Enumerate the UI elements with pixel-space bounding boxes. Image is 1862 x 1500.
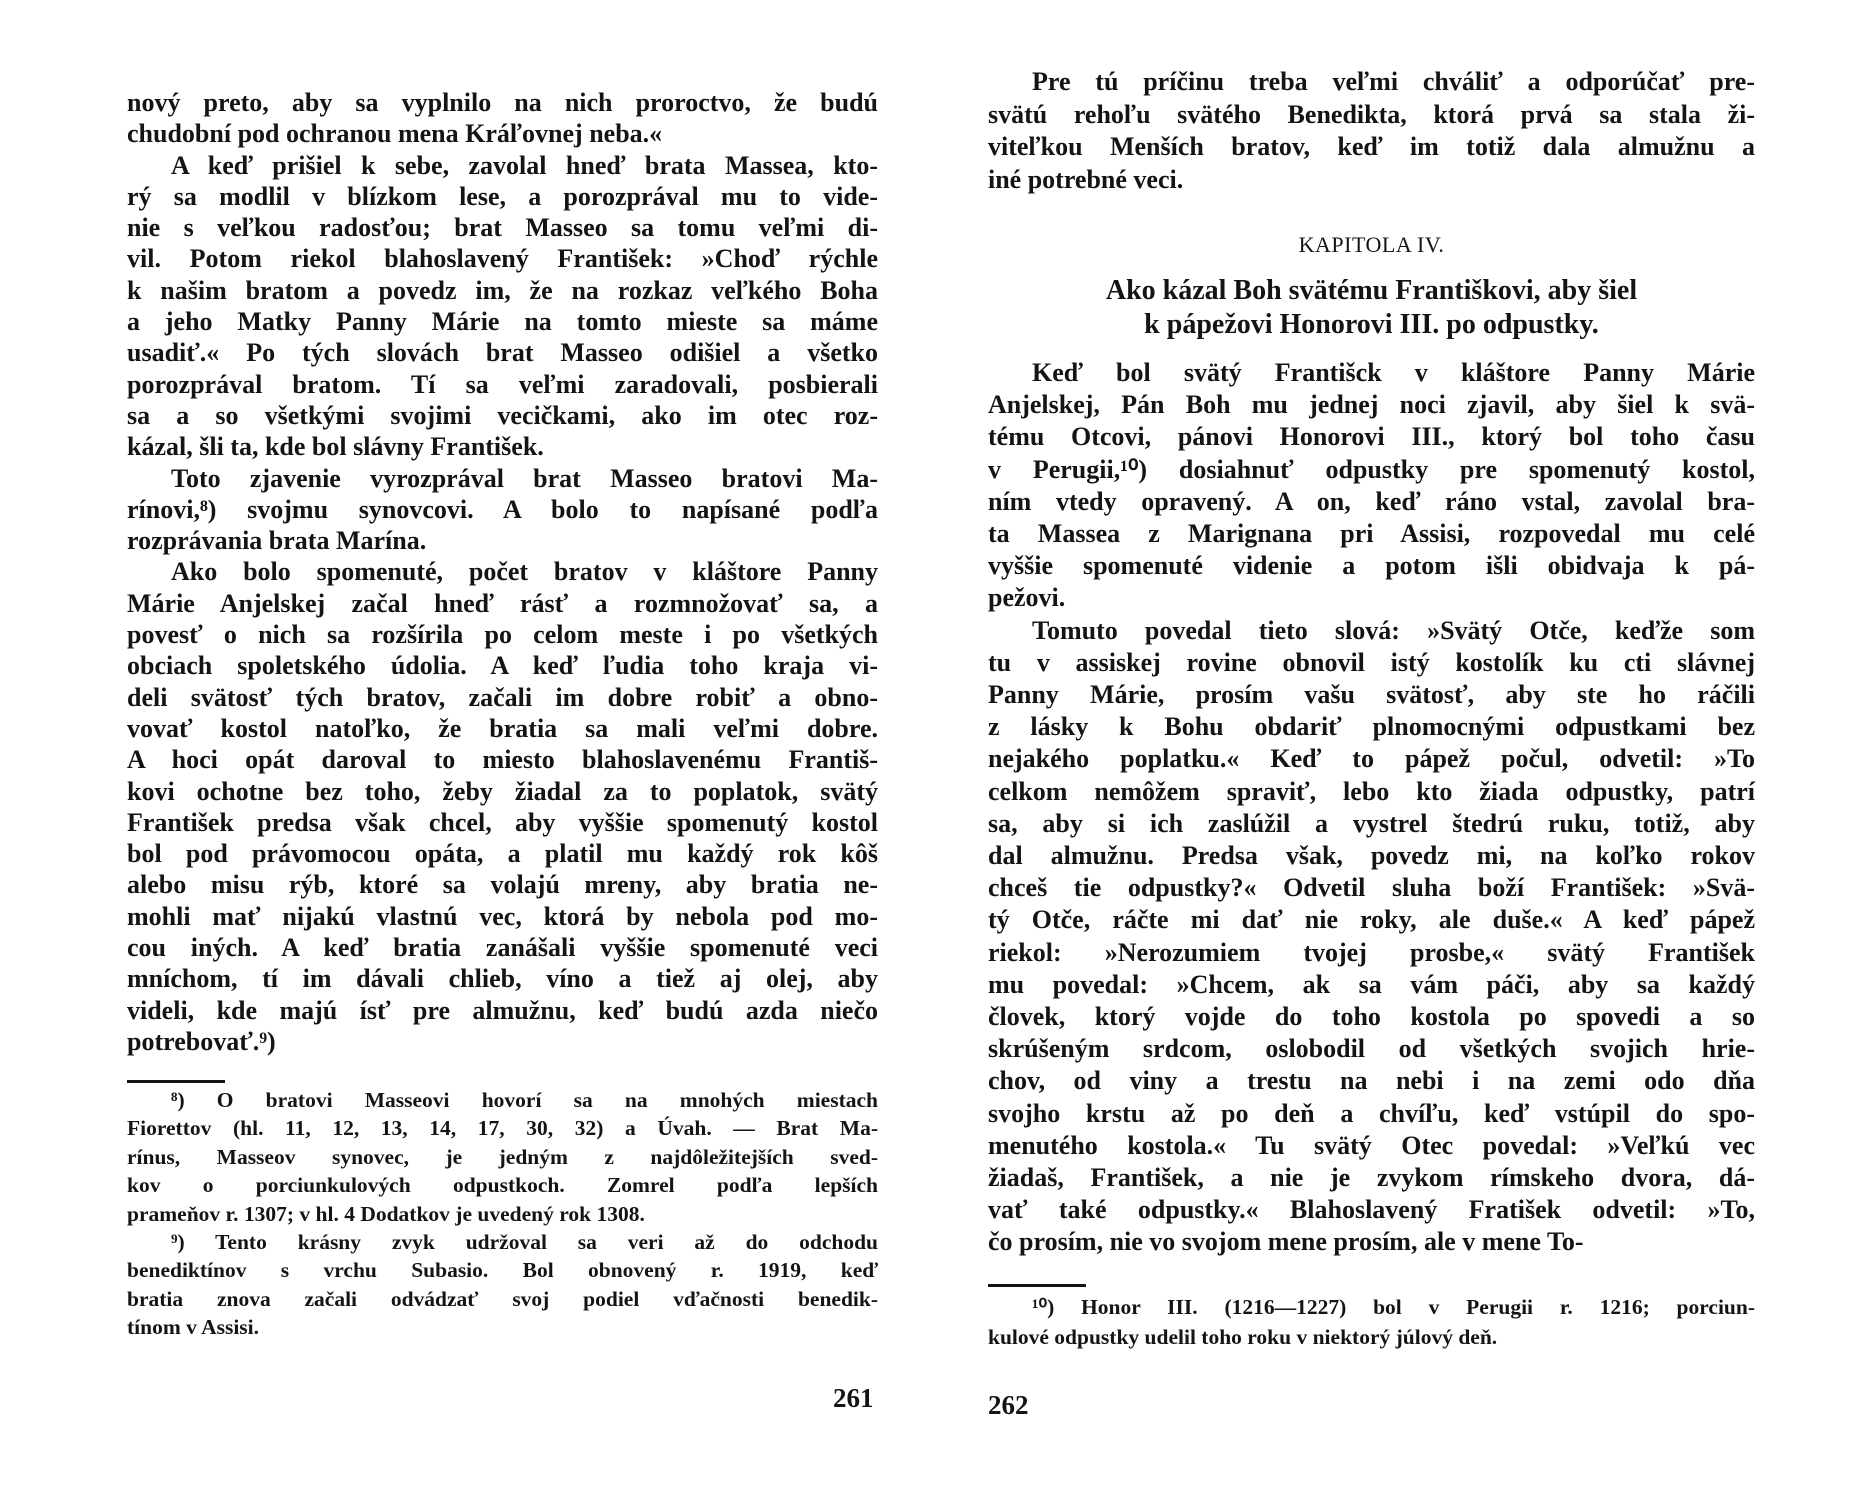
text-line: iné potrebné veci. xyxy=(988,164,1184,194)
text-line: dal almužnu. Predsa však, povedz mi, na koľko rokov xyxy=(988,841,1755,871)
text-line: porozprával bratom. Tí sa veľmi zaradovali, posbierali xyxy=(127,369,878,399)
text-line: chceš tie odpustky?« Odvetil sluha boží František: »Svä- xyxy=(988,873,1755,903)
paragraph xyxy=(127,463,878,557)
text-line: tínom v Assisi. xyxy=(127,1315,260,1340)
right-intro-text xyxy=(988,66,1755,196)
chapter-title xyxy=(988,274,1755,342)
text-line: kulové odpustky udelil toho roku v niektorý júlový deň. xyxy=(988,1325,1498,1349)
chapter-title-line: Ako kázal Boh svätému Františkovi, aby šiel xyxy=(1105,275,1638,306)
text-line: tu v assiskej rovine obnovil istý kostolík ku cti slávnej xyxy=(988,647,1755,677)
text-line: bol pod právomocou opáta, a platil mu každý rok kôš xyxy=(127,839,878,869)
paragraph xyxy=(988,1292,1755,1352)
text-line: mohli mať nijakú vlastnú vec, ktorá by nebola pod mo- xyxy=(127,901,878,931)
left-body-text xyxy=(127,87,878,1057)
right-page xyxy=(931,0,1862,1500)
text-line: A keď prišiel k sebe, zavolal hneď brata Massea, kto- xyxy=(171,150,878,180)
text-line: riekol: »Nerozumiem tvojej prosbe,« svätý František xyxy=(988,937,1755,967)
text-line: rozprávania brata Marína. xyxy=(127,526,427,556)
text-line: Tomuto povedal tieto slová: »Svätý Otče, keďže som xyxy=(1032,615,1755,645)
text-line: Pre tú príčinu treba veľmi chváliť a odporúčať pre- xyxy=(1032,67,1755,96)
text-line: skrúšeným srdcom, oslobodil od všetkých svojich hrie- xyxy=(988,1034,1755,1064)
text-line: kovi ochotne bez toho, žeby žiadal za to poplatok, svätý xyxy=(127,776,878,806)
text-line: svojho krstu až po deň a chvíľu, keď vstúpil do spo- xyxy=(988,1098,1755,1128)
footnote-divider xyxy=(127,1080,225,1083)
text-line: cou iných. A keď bratia zanášali vyššie spomenuté veci xyxy=(127,933,878,963)
text-line: rínovi,⁸) svojmu synovcovi. A bolo to napísané podľa xyxy=(127,494,878,524)
text-line: Toto zjavenie vyrozprával brat Masseo bratovi Ma- xyxy=(171,463,878,493)
text-line: tý Otče, ráčte mi dať nie roky, ale duše.« A keď pápež xyxy=(988,905,1755,935)
text-line: k našim bratom a povedz im, že na rozkaz veľkého Boha xyxy=(127,275,878,305)
text-line: nový preto, aby sa vyplnilo na nich proroctvo, že budú xyxy=(127,88,878,117)
text-line: rínus, Masseov synovec, je jedným z najdôležitejších sved- xyxy=(127,1144,878,1169)
text-line: ta Massea z Marignana pri Assisi, rozpovedal mu celé xyxy=(988,519,1755,549)
text-line: vil. Potom riekol blahoslavený František: »Choď rýchle xyxy=(127,244,878,274)
paragraph xyxy=(127,1228,878,1342)
text-line: prameňov r. 1307; v hl. 4 Dodatkov je uvedený rok 1308. xyxy=(127,1201,645,1226)
text-line: chudobní pod ochranou mena Kráľovnej neba.« xyxy=(127,119,663,149)
text-line: mníchom, tí im dávali chlieb, víno a tiež aj olej, aby xyxy=(127,964,878,994)
paragraph xyxy=(127,556,878,1057)
paragraph xyxy=(988,615,1755,1259)
text-line: nejakého poplatku.« Keď to pápež počul, odvetil: »To xyxy=(988,744,1755,774)
text-line: tému Otcovi, pánovi Honorovi III., ktorý bol toho času xyxy=(988,422,1755,452)
text-line: videli, kde majú ísť pre almužnu, keď budú azda niečo xyxy=(127,995,878,1025)
paragraph xyxy=(127,1086,878,1228)
text-line: človek, ktorý vojde do toho kostola po spovedi a so xyxy=(988,1002,1755,1032)
text-line: žiadaš, František, a nie je zvykom rímskeho dvora, dá- xyxy=(988,1163,1755,1193)
paragraph xyxy=(988,66,1755,196)
text-line: A hoci opát daroval to miesto blahoslavenému Františ- xyxy=(127,745,878,775)
paragraph xyxy=(988,357,1755,615)
text-line: kov o porciunkulových odpustkoch. Zomrel podľa lepších xyxy=(127,1173,878,1198)
text-line: vovať kostol natoľko, že bratia sa mali veľmi dobre. xyxy=(127,713,878,743)
text-line: kázal, šli ta, kde bol slávny František. xyxy=(127,432,544,462)
text-line: povesť o nich sa rozšírila po celom meste i po všetkých xyxy=(127,620,878,650)
text-line: svätú rehoľu svätého Benedikta, ktorá prvá sa stala ži- xyxy=(988,99,1755,129)
right-body-text xyxy=(988,357,1755,1259)
text-line: a jeho Matky Panny Márie na tomto mieste sa máme xyxy=(127,307,878,337)
footnote-divider xyxy=(988,1284,1086,1287)
text-line: Keď bol svätý Františck v kláštore Panny Márie xyxy=(1032,358,1755,387)
chapter-title-line: k pápežovi Honorovi III. po odpustky. xyxy=(1144,309,1599,340)
text-line: celkom nemôžem spraviť, lebo kto žiada odpustky, patrí xyxy=(988,776,1755,806)
text-line: rý sa modlil v blízkom lese, a porozprával mu to vide- xyxy=(127,181,878,211)
text-line: ¹⁰) Honor III. (1216—1227) bol v Perugii r. 1216; porciun- xyxy=(1032,1295,1755,1319)
text-line: vyššie spomenuté videnie a potom išli obidvaja k pá- xyxy=(988,551,1755,581)
text-line: benediktínov s vrchu Subasio. Bol obnovený r. 1919, keď xyxy=(127,1258,878,1283)
text-line: čo prosím, nie vo svojom mene prosím, ale v mene To- xyxy=(988,1227,1584,1257)
text-line: Márie Anjelskej začal hneď rásť a rozmnožovať sa, a xyxy=(127,588,878,618)
paragraph xyxy=(127,150,878,463)
text-line: ⁹) Tento krásny zvyk udržoval sa veri až do odchodu xyxy=(171,1230,878,1255)
text-line: sa a so všetkými svojimi vecičkami, ako im otec roz- xyxy=(127,400,878,430)
paragraph xyxy=(127,87,878,150)
text-line: Fiorettov (hl. 11, 12, 13, 14, 17, 30, 32) a Úvah. — Brat Ma- xyxy=(127,1116,878,1141)
text-line: vať také odpustky.« Blahoslavený Fratišek odvetil: »To, xyxy=(988,1195,1755,1225)
text-line: z lásky k Bohu obdariť plnomocnými odpustkami bez xyxy=(988,712,1755,742)
text-line: pežovi. xyxy=(988,583,1066,613)
chapter-label: KAPITOLA IV. xyxy=(1298,232,1445,257)
text-line: Panny Márie, prosím vašu svätosť, aby ste ho ráčili xyxy=(988,680,1755,710)
text-line: menutého kostola.« Tu svätý Otec povedal: »Veľkú vec xyxy=(988,1130,1755,1160)
text-line: v Perugii,¹⁰) dosiahnuť odpustky pre spomenutý kostol, xyxy=(988,454,1755,484)
text-line: Anjelskej, Pán Boh mu jednej noci zjavil, aby šiel k svä- xyxy=(988,390,1755,420)
text-line: deli svätosť tých bratov, začali im dobre robiť a obno- xyxy=(127,682,878,712)
left-footnotes xyxy=(127,1086,878,1342)
page-number: 262 xyxy=(988,1390,1029,1420)
text-line: mu povedal: »Chcem, ak sa vám páči, aby sa každý xyxy=(988,969,1755,999)
page-number: 261 xyxy=(833,1383,874,1413)
text-line: nie s veľkou radosťou; brat Masseo sa tomu veľmi di- xyxy=(127,213,878,243)
text-line: ním vtedy opravený. A on, keď ráno vstal, zavolal bra- xyxy=(988,486,1755,516)
text-line: usadiť.« Po tých slovách brat Masseo odišiel a všetko xyxy=(127,338,878,368)
text-line: ⁸) O bratovi Masseovi hovorí sa na mnohých miestach xyxy=(171,1088,878,1112)
text-line: František predsa však chcel, aby vyššie spomenutý kostol xyxy=(127,807,878,837)
text-line: Ako bolo spomenuté, počet bratov v kláštore Panny xyxy=(171,557,878,587)
right-footnotes xyxy=(988,1292,1755,1352)
text-line: chov, od viny a trestu na nebi i na zemi odo dňa xyxy=(988,1066,1755,1096)
text-line: obciach spoletského údolia. A keď ľudia toho kraja vi- xyxy=(127,651,878,681)
text-line: alebo misu rýb, ktoré sa volajú mreny, aby bratia ne- xyxy=(127,870,878,900)
text-line: sa, aby si ich zaslúžil a vystrel štedrú ruku, totiž, aby xyxy=(988,808,1755,838)
text-line: bratia znova začali odvádzať svoj podiel vďačnosti benedik- xyxy=(127,1286,878,1311)
text-line: viteľkou Menších bratov, keď im totiž dala almužnu a xyxy=(988,132,1755,161)
text-line: potrebovať.⁹) xyxy=(127,1026,276,1056)
